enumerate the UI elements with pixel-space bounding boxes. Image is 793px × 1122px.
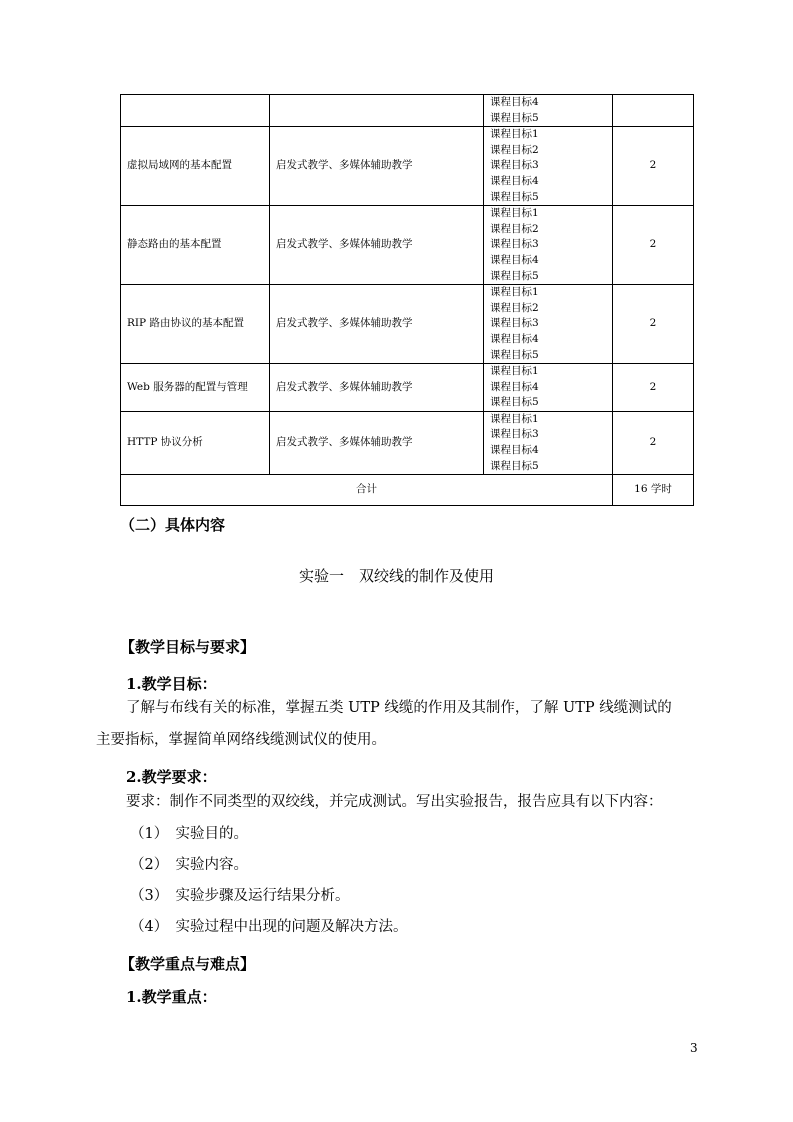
course-goal-item: 课程目标3 bbox=[490, 159, 539, 172]
course-goals-cell bbox=[484, 95, 613, 127]
course-goal-item: 课程目标5 bbox=[490, 111, 539, 124]
course-goals-cell bbox=[484, 364, 613, 412]
course-goal-item: 课程目标5 bbox=[490, 459, 539, 472]
course-goal-item: 课程目标3 bbox=[490, 428, 539, 441]
hours-cell: 2 bbox=[613, 285, 694, 364]
course-goal-item: 课程目标4 bbox=[490, 380, 539, 393]
table-row bbox=[121, 411, 694, 474]
course-goals-cell bbox=[484, 206, 613, 285]
req-item-4: （4） 实验过程中出现的问题及解决方法。 bbox=[130, 919, 408, 935]
course-goal-item: 课程目标1 bbox=[490, 207, 539, 220]
course-goals-cell bbox=[484, 127, 613, 206]
course-goal-item: 课程目标1 bbox=[490, 412, 539, 425]
course-goal-item: 课程目标4 bbox=[490, 96, 539, 108]
goal-text-line2: 主要指标，掌握简单网络线缆测试仪的使用。 bbox=[96, 732, 386, 748]
course-goal-item: 课程目标1 bbox=[490, 128, 539, 141]
course-goal-item: 课程目标4 bbox=[490, 174, 539, 187]
course-goal-item: 课程目标5 bbox=[490, 269, 539, 282]
goals-heading: 【教学目标与要求】 bbox=[120, 638, 256, 656]
teaching-method-cell: 启发式教学、多媒体辅助教学 bbox=[270, 411, 484, 474]
req-item-1: （1） 实验目的。 bbox=[130, 826, 248, 842]
teaching-method-cell: 启发式教学、多媒体辅助教学 bbox=[270, 206, 484, 285]
table-row bbox=[121, 95, 694, 127]
course-goal-item: 课程目标5 bbox=[490, 348, 539, 361]
focus-subheading: 1.教学重点： bbox=[126, 988, 217, 1006]
experiment-name-cell: RIP 路由协议的基本配置 bbox=[121, 285, 270, 364]
req-intro: 要求：制作不同类型的双绞线，并完成测试。写出实验报告，报告应具有以下内容： bbox=[126, 794, 663, 810]
course-goal-item: 课程目标4 bbox=[490, 332, 539, 345]
teaching-method-cell: 启发式教学、多媒体辅助教学 bbox=[270, 127, 484, 206]
course-goal-item: 课程目标2 bbox=[490, 301, 539, 314]
req-item-2: （2） 实验内容。 bbox=[130, 857, 248, 873]
req-item-3: （3） 实验步骤及运行结果分析。 bbox=[130, 888, 350, 904]
course-goals-cell bbox=[484, 285, 613, 364]
total-hours: 16 学时 bbox=[613, 475, 694, 506]
table-row bbox=[121, 206, 694, 285]
goal-text-line1: 了解与布线有关的标准，掌握五类 UTP 线缆的作用及其制作，了解 UTP 线缆测试的 bbox=[126, 700, 672, 716]
course-goal-item: 课程目标4 bbox=[490, 253, 539, 266]
teaching-method-cell: 启发式教学、多媒体辅助教学 bbox=[270, 364, 484, 412]
hours-cell: 2 bbox=[613, 364, 694, 412]
experiment-title: 实验一 双绞线的制作及使用 bbox=[298, 567, 494, 585]
course-goal-item: 课程目标5 bbox=[490, 190, 539, 203]
experiment-name-cell bbox=[121, 95, 270, 127]
experiment-name-cell: HTTP 协议分析 bbox=[121, 411, 270, 474]
course-goal-item: 课程目标3 bbox=[490, 238, 539, 251]
experiment-name-cell: Web 服务器的配置与管理 bbox=[121, 364, 270, 412]
total-label: 合计 bbox=[121, 475, 613, 506]
hours-cell bbox=[613, 95, 694, 127]
table-row bbox=[121, 364, 694, 412]
course-goal-item: 课程目标1 bbox=[490, 365, 539, 378]
course-goal-item: 课程目标5 bbox=[490, 396, 539, 409]
focus-heading: 【教学重点与难点】 bbox=[120, 955, 256, 973]
page-number: 3 bbox=[690, 1041, 698, 1055]
course-goal-item: 课程目标4 bbox=[490, 444, 539, 457]
total-row bbox=[121, 475, 694, 506]
goal-subheading: 1.教学目标： bbox=[126, 675, 217, 693]
teaching-method-cell bbox=[270, 95, 484, 127]
teaching-method-cell: 启发式教学、多媒体辅助教学 bbox=[270, 285, 484, 364]
experiment-name-cell: 虚拟局域网的基本配置 bbox=[121, 127, 270, 206]
course-goal-item: 课程目标3 bbox=[490, 317, 539, 330]
course-goal-item: 课程目标2 bbox=[490, 222, 539, 235]
course-goals-cell bbox=[484, 411, 613, 474]
table-row bbox=[121, 285, 694, 364]
course-goal-item: 课程目标1 bbox=[490, 286, 539, 299]
course-schedule-table bbox=[120, 94, 694, 506]
course-goal-item: 课程目标2 bbox=[490, 143, 539, 156]
hours-cell: 2 bbox=[613, 411, 694, 474]
experiment-name-cell: 静态路由的基本配置 bbox=[121, 206, 270, 285]
hours-cell: 2 bbox=[613, 127, 694, 206]
hours-cell: 2 bbox=[613, 206, 694, 285]
section-heading: （二）具体内容 bbox=[120, 516, 226, 534]
req-subheading: 2.教学要求： bbox=[126, 768, 217, 786]
table-row bbox=[121, 127, 694, 206]
